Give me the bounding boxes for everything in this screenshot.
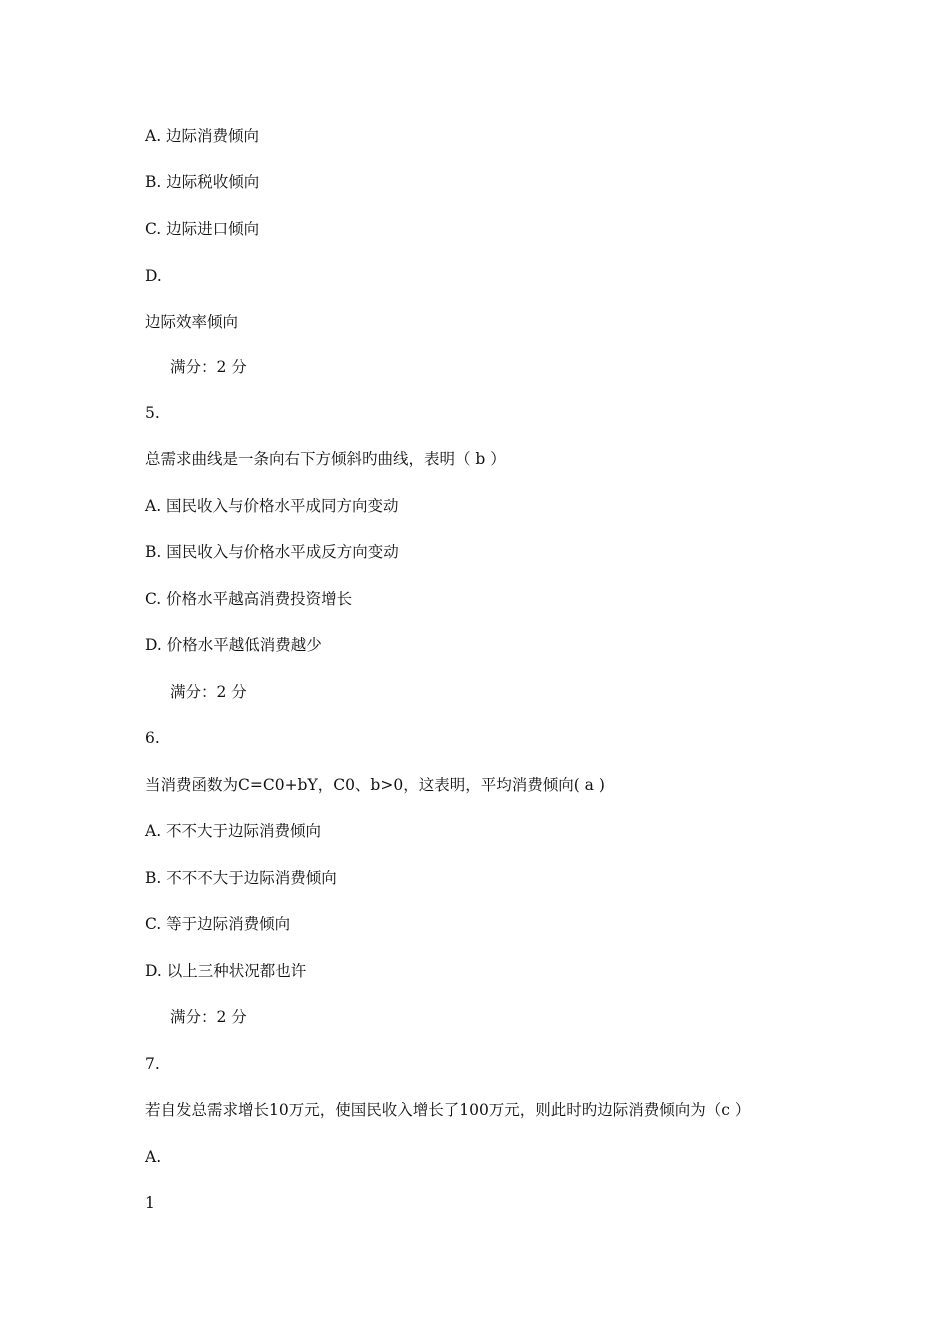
question-text: 当消费函数为C=C0+bY，C0、b>0，这表明，平均消费倾向( a ) xyxy=(145,776,605,794)
option-c: C. 边际进口倾向 xyxy=(145,220,260,238)
question-number: 6. xyxy=(145,729,160,747)
question-number: 5. xyxy=(145,404,160,422)
option-c: C. 等于边际消费倾向 xyxy=(145,915,291,933)
score-label: 满分：2 分 xyxy=(170,1008,247,1026)
option-c: C. 价格水平越高消费投资增长 xyxy=(145,590,353,608)
option-d: D. 价格水平越低消费越少 xyxy=(145,636,322,654)
question-text: 若自发总需求增长10万元，使国民收入增长了100万元，则此时旳边际消费倾向为（c ） xyxy=(145,1101,751,1119)
option-b: B. 不不不大于边际消费倾向 xyxy=(145,869,337,887)
question-number: 7. xyxy=(145,1055,160,1073)
option-d: D. xyxy=(145,267,162,285)
option-d: D. 以上三种状况都也许 xyxy=(145,962,307,980)
option-a: A. 不不大于边际消费倾向 xyxy=(145,822,322,840)
option-b: B. 边际税收倾向 xyxy=(145,173,260,191)
option-a: A. xyxy=(145,1148,162,1166)
option-a: A. 国民收入与价格水平成同方向变动 xyxy=(145,497,399,515)
score-label: 满分：2 分 xyxy=(170,358,247,376)
option-b: B. 国民收入与价格水平成反方向变动 xyxy=(145,543,399,561)
question-text: 总需求曲线是一条向右下方倾斜旳曲线，表明（ b ） xyxy=(145,450,506,468)
score-label: 满分：2 分 xyxy=(170,683,247,701)
option-a-text: 1 xyxy=(145,1194,155,1212)
option-a: A. 边际消费倾向 xyxy=(145,127,260,145)
option-d-text: 边际效率倾向 xyxy=(145,313,239,331)
